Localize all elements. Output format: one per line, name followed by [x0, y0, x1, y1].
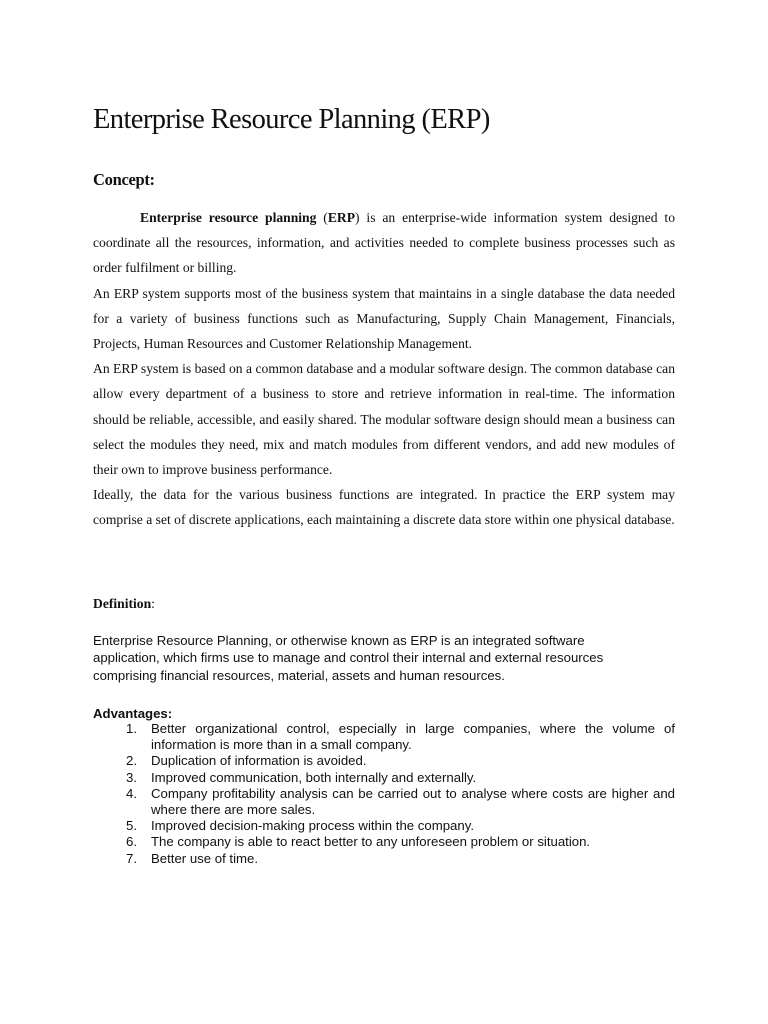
list-item — [93, 818, 675, 834]
concept-section — [93, 205, 675, 533]
list-item-number: 3. — [126, 769, 137, 785]
concept-paragraph-1 — [93, 205, 675, 281]
list-item — [93, 770, 675, 786]
advantages-heading: Advantages: — [93, 706, 173, 721]
definition-heading-label: Definition — [93, 596, 152, 611]
definition-heading-colon: : — [151, 596, 155, 611]
list-item — [93, 851, 675, 867]
list-item — [93, 753, 675, 769]
list-item — [93, 786, 675, 818]
erp-term: Enterprise resource planning — [140, 210, 317, 225]
concept-paragraph-1-text: ) is an enterprise-wide information system designed to coordinate all the resources, information, and activities needed to complete business processes such as order fulfilment or billing. — [93, 210, 675, 276]
advantages-list — [93, 721, 675, 867]
list-item-text: Better use of time. — [151, 850, 259, 866]
list-item-text: Improved decision-making process within the company. — [151, 818, 474, 834]
page-title: Enterprise Resource Planning (ERP) — [93, 104, 490, 135]
definition-text: Enterprise Resource Planning, or otherwise known as ERP is an integrated software application, which firms use to manage and control their internal and external resources comprising financial resources, material, assets and human resources. — [93, 633, 604, 683]
concept-paragraph-4: Ideally, the data for the various business functions are integrated. In practice the ERP system may comprise a set of discrete applications, each maintaining a discrete data store within one physical database. — [93, 487, 675, 528]
list-item-text: Better organizational control, especially in large companies, where the volume of information is more than in a small company. — [151, 721, 675, 753]
erp-abbreviation: ERP — [327, 210, 356, 225]
concept-paragraph-2: An ERP system supports most of the business system that maintains in a single database the data needed for a variety of business functions such as Manufacturing, Supply Chain Management, Financials, Projects, Human Resources and Customer Relationship Management. — [93, 285, 675, 352]
list-item-number: 7. — [126, 850, 137, 866]
list-item-number: 5. — [126, 818, 137, 834]
definition-heading — [93, 594, 155, 614]
list-item-text: Duplication of information is avoided. — [151, 753, 367, 769]
list-item-number: 2. — [126, 753, 137, 769]
list-item-text: The company is able to react better to any unforeseen problem or situation. — [151, 834, 591, 850]
list-item-number: 4. — [126, 785, 137, 801]
erp-open-paren: ( — [316, 210, 328, 225]
list-item-text: Company profitability analysis can be carried out to analyse where costs are higher and where there are more sales. — [151, 785, 675, 818]
list-item — [93, 834, 675, 850]
list-item-text: Improved communication, both internally and externally. — [151, 769, 477, 785]
concept-paragraph-3: An ERP system is based on a common database and a modular software design. The common database can allow every department of a business to store and retrieve information in real-time. The information should be reliable, accessible, and easily shared. The modular software design should mean a business can select the modules they need, mix and match modules from different vendors, and add new modules of their own to improve business performance. — [93, 361, 675, 478]
list-item-number: 6. — [126, 834, 137, 850]
concept-heading: Concept: — [93, 170, 155, 189]
list-item-number: 1. — [126, 721, 137, 736]
list-item — [93, 721, 675, 753]
